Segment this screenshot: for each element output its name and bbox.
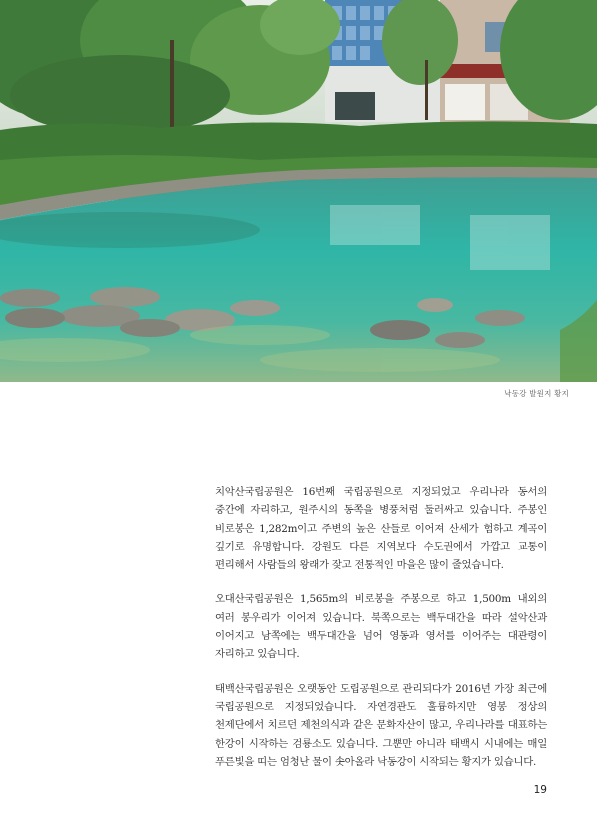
paragraph-odaesan: 오대산국립공원은 1,565m의 비로봉을 주봉으로 하고 1,500m 내외의 여러 봉우리가 이어져 있습니다. 북쪽으로는 백두대간을 따라 설악산과 이어지고 남쪽에는 백두대간을 넘어 영동과 영서를 이어주는 대관령이 자리하고 있습니다. xyxy=(215,593,547,661)
photo-caption: 낙동강 발원지 황지 xyxy=(504,389,569,398)
page-number: 19 xyxy=(533,784,547,796)
pond-photo xyxy=(0,0,597,382)
body-text xyxy=(215,483,547,787)
paragraph-taebaeksan: 태백산국립공원은 오랫동안 도립공원으로 관리되다가 2016년 가장 최근에 국립공원으로 지정되었습니다. 자연경관도 훌륭하지만 영봉 정상의 천제단에서 치르던 제천의식과 같은 문화자산이 많고, 우리나라를 대표하는 한강이 시작하는 검룡소도 있습니다. 그뿐만 아니라 태백시 시내에는 매일 푸른빛을 띠는 엄청난 물이 솟아올라 낙동강이 시작되는 황지가 있습니다. xyxy=(215,682,547,768)
paragraph-chiaksan: 치악산국립공원은 16번째 국립공원으로 지정되었고 우리나라 동서의 중간에 자리하고, 원주시의 동쪽을 병풍처럼 둘러싸고 있습니다. 주봉인 비로봉은 1,282m이고 주변의 높은 산들로 이어져 산세가 험하고 계곡이 깊기로 유명합니다. 강원도 다른 지역보다 수도권에서 가깝고 교통이 편리해서 사람들의 왕래가 잦고 전통적인 마을은 많이 줄었습니다. xyxy=(215,486,547,572)
